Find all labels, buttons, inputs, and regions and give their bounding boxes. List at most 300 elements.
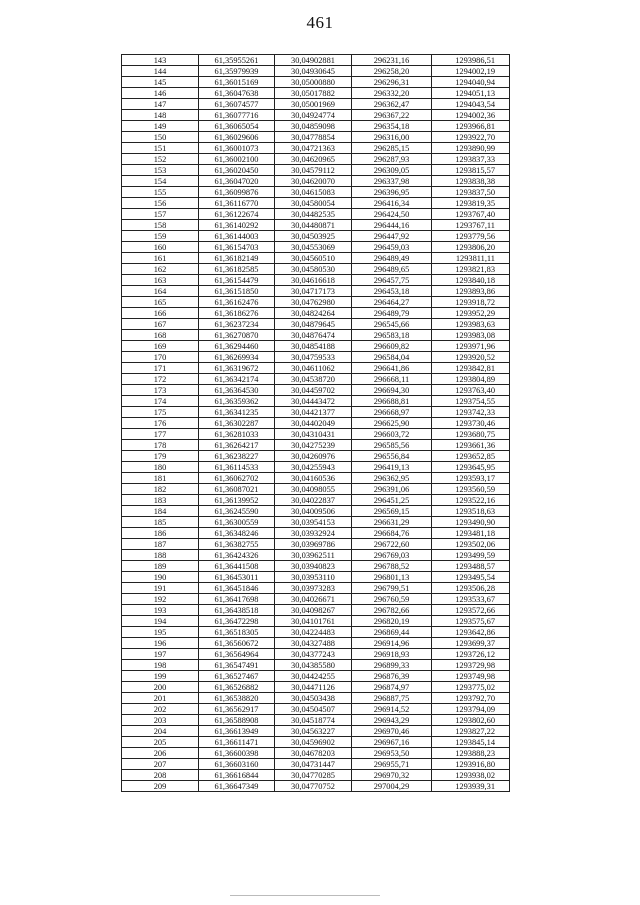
point-number-cell: 175 [122,407,199,418]
coord-y-cell: 1293792,70 [432,693,510,704]
longitude-cell: 30,03953110 [275,572,352,583]
longitude-cell: 30,04275239 [275,440,352,451]
latitude-cell: 61,36047020 [199,176,275,187]
longitude-cell: 30,04731447 [275,759,352,770]
coord-x-cell: 296887,75 [352,693,432,704]
longitude-cell: 30,04424255 [275,671,352,682]
longitude-cell: 30,04596902 [275,737,352,748]
longitude-cell: 30,03940823 [275,561,352,572]
coord-x-cell: 296451,25 [352,495,432,506]
longitude-cell: 30,04459702 [275,385,352,396]
point-number-cell: 151 [122,143,199,154]
coord-y-cell: 1293819,35 [432,198,510,209]
point-number-cell: 202 [122,704,199,715]
coord-x-cell: 296285,15 [352,143,432,154]
coord-x-cell: 296396,95 [352,187,432,198]
latitude-cell: 61,36154479 [199,275,275,286]
coord-y-cell: 1293806,20 [432,242,510,253]
coord-x-cell: 296668,97 [352,407,432,418]
longitude-cell: 30,04160536 [275,473,352,484]
point-number-cell: 184 [122,506,199,517]
coord-x-cell: 296801,13 [352,572,432,583]
latitude-cell: 61,36162476 [199,297,275,308]
longitude-cell: 30,04876474 [275,330,352,341]
coord-y-cell: 1293560,59 [432,484,510,495]
coord-x-cell: 296899,33 [352,660,432,671]
latitude-cell: 61,36151850 [199,286,275,297]
table-row [122,297,510,308]
table-row [122,484,510,495]
table-row [122,99,510,110]
longitude-cell: 30,04402049 [275,418,352,429]
latitude-cell: 61,36451846 [199,583,275,594]
coord-y-cell: 1293572,66 [432,605,510,616]
point-number-cell: 174 [122,396,199,407]
table-row [122,506,510,517]
coord-y-cell: 1293922,70 [432,132,510,143]
coord-x-cell: 296760,59 [352,594,432,605]
latitude-cell: 61,36538820 [199,693,275,704]
point-number-cell: 155 [122,187,199,198]
longitude-cell: 30,05000880 [275,77,352,88]
coord-y-cell: 1293986,51 [432,55,510,66]
coord-x-cell: 296489,49 [352,253,432,264]
longitude-cell: 30,04098267 [275,605,352,616]
coord-y-cell: 1294002,36 [432,110,510,121]
table-row [122,264,510,275]
longitude-cell: 30,04879645 [275,319,352,330]
table-row [122,704,510,715]
coord-x-cell: 296457,75 [352,275,432,286]
point-number-cell: 203 [122,715,199,726]
longitude-cell: 30,04924774 [275,110,352,121]
latitude-cell: 61,36001073 [199,143,275,154]
longitude-cell: 30,04503925 [275,231,352,242]
point-number-cell: 164 [122,286,199,297]
table-row [122,198,510,209]
table-row [122,682,510,693]
coord-x-cell: 296316,00 [352,132,432,143]
coord-x-cell: 296874,97 [352,682,432,693]
latitude-cell: 61,35955261 [199,55,275,66]
table-row [122,308,510,319]
latitude-cell: 61,36269934 [199,352,275,363]
table-row [122,649,510,660]
latitude-cell: 61,36062702 [199,473,275,484]
coord-y-cell: 1293495,54 [432,572,510,583]
table-row [122,528,510,539]
coord-y-cell: 1293838,38 [432,176,510,187]
coord-y-cell: 1294040,94 [432,77,510,88]
point-number-cell: 160 [122,242,199,253]
coord-y-cell: 1293811,11 [432,253,510,264]
longitude-cell: 30,04824264 [275,308,352,319]
latitude-cell: 61,36122674 [199,209,275,220]
table-row [122,627,510,638]
coord-y-cell: 1293983,08 [432,330,510,341]
point-number-cell: 173 [122,385,199,396]
coord-y-cell: 1293837,33 [432,154,510,165]
longitude-cell: 30,04255943 [275,462,352,473]
coordinates-table [121,54,510,792]
point-number-cell: 189 [122,561,199,572]
coord-y-cell: 1293952,29 [432,308,510,319]
coord-y-cell: 1293499,59 [432,550,510,561]
coord-x-cell: 296722,60 [352,539,432,550]
point-number-cell: 162 [122,264,199,275]
coord-y-cell: 1293890,99 [432,143,510,154]
table-row [122,495,510,506]
point-number-cell: 143 [122,55,199,66]
longitude-cell: 30,04443472 [275,396,352,407]
latitude-cell: 61,36139952 [199,495,275,506]
latitude-cell: 61,36182149 [199,253,275,264]
point-number-cell: 200 [122,682,199,693]
latitude-cell: 61,36186276 [199,308,275,319]
coord-y-cell: 1293966,81 [432,121,510,132]
table-row [122,671,510,682]
longitude-cell: 30,04482535 [275,209,352,220]
coord-x-cell: 296258,20 [352,66,432,77]
point-number-cell: 156 [122,198,199,209]
table-row [122,517,510,528]
coord-y-cell: 1293815,57 [432,165,510,176]
point-number-cell: 186 [122,528,199,539]
point-number-cell: 191 [122,583,199,594]
coord-y-cell: 1293939,31 [432,781,510,792]
longitude-cell: 30,04560510 [275,253,352,264]
point-number-cell: 171 [122,363,199,374]
longitude-cell: 30,04480871 [275,220,352,231]
point-number-cell: 207 [122,759,199,770]
table-row [122,352,510,363]
coord-y-cell: 1293593,17 [432,473,510,484]
coord-x-cell: 296820,19 [352,616,432,627]
table-row [122,187,510,198]
table-row [122,209,510,220]
latitude-cell: 61,36562917 [199,704,275,715]
coord-x-cell: 296782,66 [352,605,432,616]
latitude-cell: 61,36270870 [199,330,275,341]
coord-y-cell: 1293575,67 [432,616,510,627]
longitude-cell: 30,04503438 [275,693,352,704]
coord-x-cell: 296631,29 [352,517,432,528]
table-row [122,451,510,462]
table-row [122,693,510,704]
table-row [122,286,510,297]
coord-x-cell: 296367,22 [352,110,432,121]
table-row [122,660,510,671]
point-number-cell: 159 [122,231,199,242]
table-row [122,726,510,737]
coord-x-cell: 296799,51 [352,583,432,594]
latitude-cell: 61,36441508 [199,561,275,572]
longitude-cell: 30,05017882 [275,88,352,99]
point-number-cell: 196 [122,638,199,649]
longitude-cell: 30,03973283 [275,583,352,594]
longitude-cell: 30,04615083 [275,187,352,198]
table-row [122,605,510,616]
latitude-cell: 61,36518305 [199,627,275,638]
coord-y-cell: 1293522,16 [432,495,510,506]
table-row [122,165,510,176]
longitude-cell: 30,04026671 [275,594,352,605]
coord-y-cell: 1294043,54 [432,99,510,110]
point-number-cell: 197 [122,649,199,660]
latitude-cell: 61,36453011 [199,572,275,583]
latitude-cell: 61,36438518 [199,605,275,616]
table-row [122,110,510,121]
table-row [122,539,510,550]
point-number-cell: 179 [122,451,199,462]
latitude-cell: 61,36077716 [199,110,275,121]
longitude-cell: 30,04260976 [275,451,352,462]
coord-x-cell: 296584,04 [352,352,432,363]
coord-y-cell: 1294051,13 [432,88,510,99]
coord-y-cell: 1293749,98 [432,671,510,682]
latitude-cell: 61,36237234 [199,319,275,330]
coord-x-cell: 296362,95 [352,473,432,484]
longitude-cell: 30,04327488 [275,638,352,649]
point-number-cell: 204 [122,726,199,737]
latitude-cell: 61,36564964 [199,649,275,660]
coord-x-cell: 296583,18 [352,330,432,341]
point-number-cell: 150 [122,132,199,143]
latitude-cell: 61,35979939 [199,66,275,77]
latitude-cell: 61,36245590 [199,506,275,517]
coord-y-cell: 1294002,19 [432,66,510,77]
longitude-cell: 30,04930645 [275,66,352,77]
coord-x-cell: 296453,18 [352,286,432,297]
point-number-cell: 178 [122,440,199,451]
coord-x-cell: 296955,71 [352,759,432,770]
point-number-cell: 154 [122,176,199,187]
longitude-cell: 30,04377243 [275,649,352,660]
coord-y-cell: 1293920,52 [432,352,510,363]
point-number-cell: 187 [122,539,199,550]
table-row [122,319,510,330]
longitude-cell: 30,03954153 [275,517,352,528]
coord-y-cell: 1293729,98 [432,660,510,671]
longitude-cell: 30,04620965 [275,154,352,165]
latitude-cell: 61,36182585 [199,264,275,275]
coord-y-cell: 1293971,96 [432,341,510,352]
latitude-cell: 61,36588908 [199,715,275,726]
table-row [122,88,510,99]
coord-y-cell: 1293893,86 [432,286,510,297]
coord-y-cell: 1293518,63 [432,506,510,517]
coord-y-cell: 1293533,67 [432,594,510,605]
coord-y-cell: 1293642,86 [432,627,510,638]
coord-x-cell: 296585,56 [352,440,432,451]
coord-x-cell: 296953,50 [352,748,432,759]
longitude-cell: 30,05001969 [275,99,352,110]
coord-x-cell: 296464,27 [352,297,432,308]
coord-y-cell: 1293490,90 [432,517,510,528]
longitude-cell: 30,04620070 [275,176,352,187]
longitude-cell: 30,04902881 [275,55,352,66]
table-row [122,176,510,187]
coord-x-cell: 296489,65 [352,264,432,275]
longitude-cell: 30,04098055 [275,484,352,495]
table-row [122,440,510,451]
coord-x-cell: 296943,29 [352,715,432,726]
coord-y-cell: 1293779,56 [432,231,510,242]
point-number-cell: 188 [122,550,199,561]
latitude-cell: 61,36002100 [199,154,275,165]
coord-x-cell: 296337,98 [352,176,432,187]
latitude-cell: 61,36319672 [199,363,275,374]
coord-x-cell: 296444,16 [352,220,432,231]
coord-x-cell: 296419,13 [352,462,432,473]
latitude-cell: 61,36047638 [199,88,275,99]
latitude-cell: 61,36424326 [199,550,275,561]
latitude-cell: 61,36600398 [199,748,275,759]
coord-y-cell: 1293845,14 [432,737,510,748]
coord-y-cell: 1293918,72 [432,297,510,308]
point-number-cell: 209 [122,781,199,792]
coord-x-cell: 296609,82 [352,341,432,352]
coord-y-cell: 1293652,85 [432,451,510,462]
table-row [122,341,510,352]
latitude-cell: 61,36114533 [199,462,275,473]
coord-x-cell: 296296,31 [352,77,432,88]
table-row [122,77,510,88]
table-row [122,572,510,583]
coord-x-cell: 296354,18 [352,121,432,132]
table-row [122,748,510,759]
table-row [122,396,510,407]
coord-y-cell: 1293802,60 [432,715,510,726]
longitude-cell: 30,04717173 [275,286,352,297]
point-number-cell: 147 [122,99,199,110]
coord-y-cell: 1293742,33 [432,407,510,418]
latitude-cell: 61,36616844 [199,770,275,781]
table-row [122,55,510,66]
latitude-cell: 61,36140292 [199,220,275,231]
latitude-cell: 61,36647349 [199,781,275,792]
coord-x-cell: 296694,30 [352,385,432,396]
coord-y-cell: 1293661,36 [432,440,510,451]
coord-x-cell: 296869,44 [352,627,432,638]
latitude-cell: 61,36264217 [199,440,275,451]
latitude-cell: 61,36526882 [199,682,275,693]
table-row [122,583,510,594]
coord-y-cell: 1293842,81 [432,363,510,374]
point-number-cell: 177 [122,429,199,440]
longitude-cell: 30,04471126 [275,682,352,693]
coord-y-cell: 1293488,57 [432,561,510,572]
point-number-cell: 157 [122,209,199,220]
coord-y-cell: 1293502,06 [432,539,510,550]
coord-x-cell: 296625,90 [352,418,432,429]
latitude-cell: 61,36342174 [199,374,275,385]
longitude-cell: 30,04022837 [275,495,352,506]
latitude-cell: 61,36144003 [199,231,275,242]
point-number-cell: 146 [122,88,199,99]
longitude-cell: 30,04504507 [275,704,352,715]
latitude-cell: 61,36382755 [199,539,275,550]
point-number-cell: 170 [122,352,199,363]
latitude-cell: 61,36560672 [199,638,275,649]
latitude-cell: 61,36341235 [199,407,275,418]
latitude-cell: 61,36238227 [199,451,275,462]
coord-y-cell: 1293481,18 [432,528,510,539]
table-row [122,275,510,286]
longitude-cell: 30,04579112 [275,165,352,176]
coord-x-cell: 296447,92 [352,231,432,242]
point-number-cell: 198 [122,660,199,671]
point-number-cell: 153 [122,165,199,176]
point-number-cell: 185 [122,517,199,528]
longitude-cell: 30,04854188 [275,341,352,352]
coord-x-cell: 296684,76 [352,528,432,539]
table-row [122,462,510,473]
table-row [122,143,510,154]
point-number-cell: 145 [122,77,199,88]
latitude-cell: 61,36364530 [199,385,275,396]
latitude-cell: 61,36087021 [199,484,275,495]
point-number-cell: 190 [122,572,199,583]
coord-x-cell: 296391,06 [352,484,432,495]
latitude-cell: 61,36074577 [199,99,275,110]
longitude-cell: 30,04224483 [275,627,352,638]
longitude-cell: 30,04759533 [275,352,352,363]
latitude-cell: 61,36547491 [199,660,275,671]
longitude-cell: 30,04762980 [275,297,352,308]
latitude-cell: 61,36302287 [199,418,275,429]
point-number-cell: 206 [122,748,199,759]
coord-x-cell: 296362,47 [352,99,432,110]
coord-y-cell: 1293827,22 [432,726,510,737]
point-number-cell: 158 [122,220,199,231]
point-number-cell: 163 [122,275,199,286]
table-row [122,550,510,561]
point-number-cell: 194 [122,616,199,627]
table-row [122,429,510,440]
table-row [122,132,510,143]
table-row [122,561,510,572]
latitude-cell: 61,36015169 [199,77,275,88]
point-number-cell: 205 [122,737,199,748]
latitude-cell: 61,36613949 [199,726,275,737]
point-number-cell: 172 [122,374,199,385]
latitude-cell: 61,36359362 [199,396,275,407]
point-number-cell: 193 [122,605,199,616]
coord-x-cell: 296309,05 [352,165,432,176]
table-row [122,473,510,484]
point-number-cell: 183 [122,495,199,506]
longitude-cell: 30,03969786 [275,539,352,550]
coord-x-cell: 296603,72 [352,429,432,440]
coord-x-cell: 296970,46 [352,726,432,737]
coord-x-cell: 296914,96 [352,638,432,649]
table-row [122,770,510,781]
longitude-cell: 30,04580054 [275,198,352,209]
point-number-cell: 208 [122,770,199,781]
point-number-cell: 168 [122,330,199,341]
longitude-cell: 30,04770285 [275,770,352,781]
coord-x-cell: 296569,15 [352,506,432,517]
page-number: 461 [306,13,334,32]
longitude-cell: 30,04101761 [275,616,352,627]
latitude-cell: 61,36116770 [199,198,275,209]
latitude-cell: 61,36281033 [199,429,275,440]
longitude-cell: 30,04611062 [275,363,352,374]
coord-x-cell: 296918,93 [352,649,432,660]
table-row [122,781,510,792]
table-row [122,737,510,748]
